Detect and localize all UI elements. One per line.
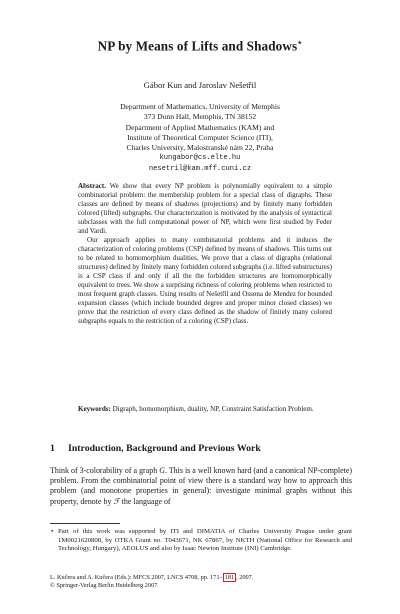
publication-line: [50, 574, 352, 582]
abstract-paragraph: [78, 182, 332, 236]
intro-paragraph: [50, 466, 352, 507]
publication-text: L. Kučera and A. Kučera (Eds.): MFCS 2007, LNCS 4708, pp. 171–: [50, 574, 223, 581]
affiliation-line: Charles University, Malostranské nám 22, Praha: [126, 143, 274, 153]
footnote: [50, 528, 352, 554]
author-email: kungabor@cs.elte.hu: [159, 154, 241, 163]
keywords-label: Keywords:: [78, 405, 111, 413]
footnote-text: Part of this work was supported by ITI and DIMATIA of Charles University Prague under grant 1M0021620808, by OTKA Grant no. T043671, NK 67867, by NKTH (National Office for Research and Technology, Hungary), AEOLUS and also by Isaac Newton Institute (INI) Cambridge.: [58, 528, 352, 553]
author-email: nesetril@kam.mff.cuni.cz: [148, 164, 252, 173]
intro-text: . This is a well known hard (and a canonical NP-complete) problem. From the combinatorial point of view there is a standard way how to approach this problem (and monotone properties in general): investigate minimal graphs without this property, denote by: [50, 466, 352, 506]
intro-text: the language of: [119, 496, 171, 506]
affiliations: [0, 102, 400, 174]
section-number: 1: [50, 443, 55, 454]
keywords-text: Digraph, homomorphism, duality, NP, Constraint Satisfaction Problem.: [112, 405, 314, 413]
intro-text: Think of 3-colorability of a graph: [50, 466, 160, 475]
page-link[interactable]: 181: [224, 574, 235, 581]
affiliation-line: Department of Mathematics, University of Memphis: [120, 102, 280, 111]
section-heading: [50, 443, 352, 454]
abstract-text: We show that every NP problem is polynomially equivalent to a simple combinatorial problem: the membership problem for a special class of digraphs. These classes are defined by means of shadows (projections) and by finitely many forbidden colored (lifted) subgraphs. Our characterization is motivated by the analysis of syntactical subclasses with the full computational power of NP, which were first studied by Feder and Vardi.: [78, 182, 332, 235]
affiliation-line: Institute of Theoretical Computer Science (ITI),: [127, 132, 273, 142]
abstract-paragraph: Our approach applies to many combinatorial problems and it induces the characterization of coloring problems (CSP) defined by means of shadows. This turns out to be related to homomorphism dualities. We prove that a class of digraphs (relational structures) defined by finitely many forbidden colored subgraphs (i.e. lifted substructures) is a CSP class if and only if all the the forbidden structures are homomorphically equivalent to trees. We show a surprising richness of coloring problems when restricted to most frequent graph classes. Using results of Nešetřil and Ossona de Mendez for bounded expansion classes (which include bounded degree and proper minor closed classes) we prove that the restriction of every class defined as the shadow of finitely many colored subgraphs equals to the restriction of a coloring (CSP) class.: [78, 236, 333, 325]
abstract-label: Abstract.: [78, 182, 106, 190]
affiliation-line: 373 Dunn Hall, Memphis, TN 38152: [143, 112, 257, 122]
title-footnote-mark: ⋆: [297, 38, 303, 47]
footnote-mark: ⋆: [50, 528, 55, 535]
publication-text: , 2007.: [236, 574, 254, 581]
copyright-line: © Springer-Verlag Berlin Heidelberg 2007: [50, 582, 158, 590]
footnote-rule: [50, 523, 120, 524]
keywords: [78, 405, 332, 414]
paper-title: [0, 38, 400, 54]
paper-authors: Gábor Kun and Jaroslav Nešetřil: [143, 80, 257, 90]
intro-math-g: G: [159, 466, 165, 475]
paper-title-text: NP by Means of Lifts and Shadows: [97, 38, 298, 54]
intro-math-f: ℱ: [113, 496, 120, 506]
abstract: [78, 182, 332, 326]
affiliation-line: Department of Applied Mathematics (KAM) and: [125, 122, 275, 132]
publication-info: [50, 574, 352, 590]
section-title: Introduction, Background and Previous Work: [68, 443, 261, 454]
